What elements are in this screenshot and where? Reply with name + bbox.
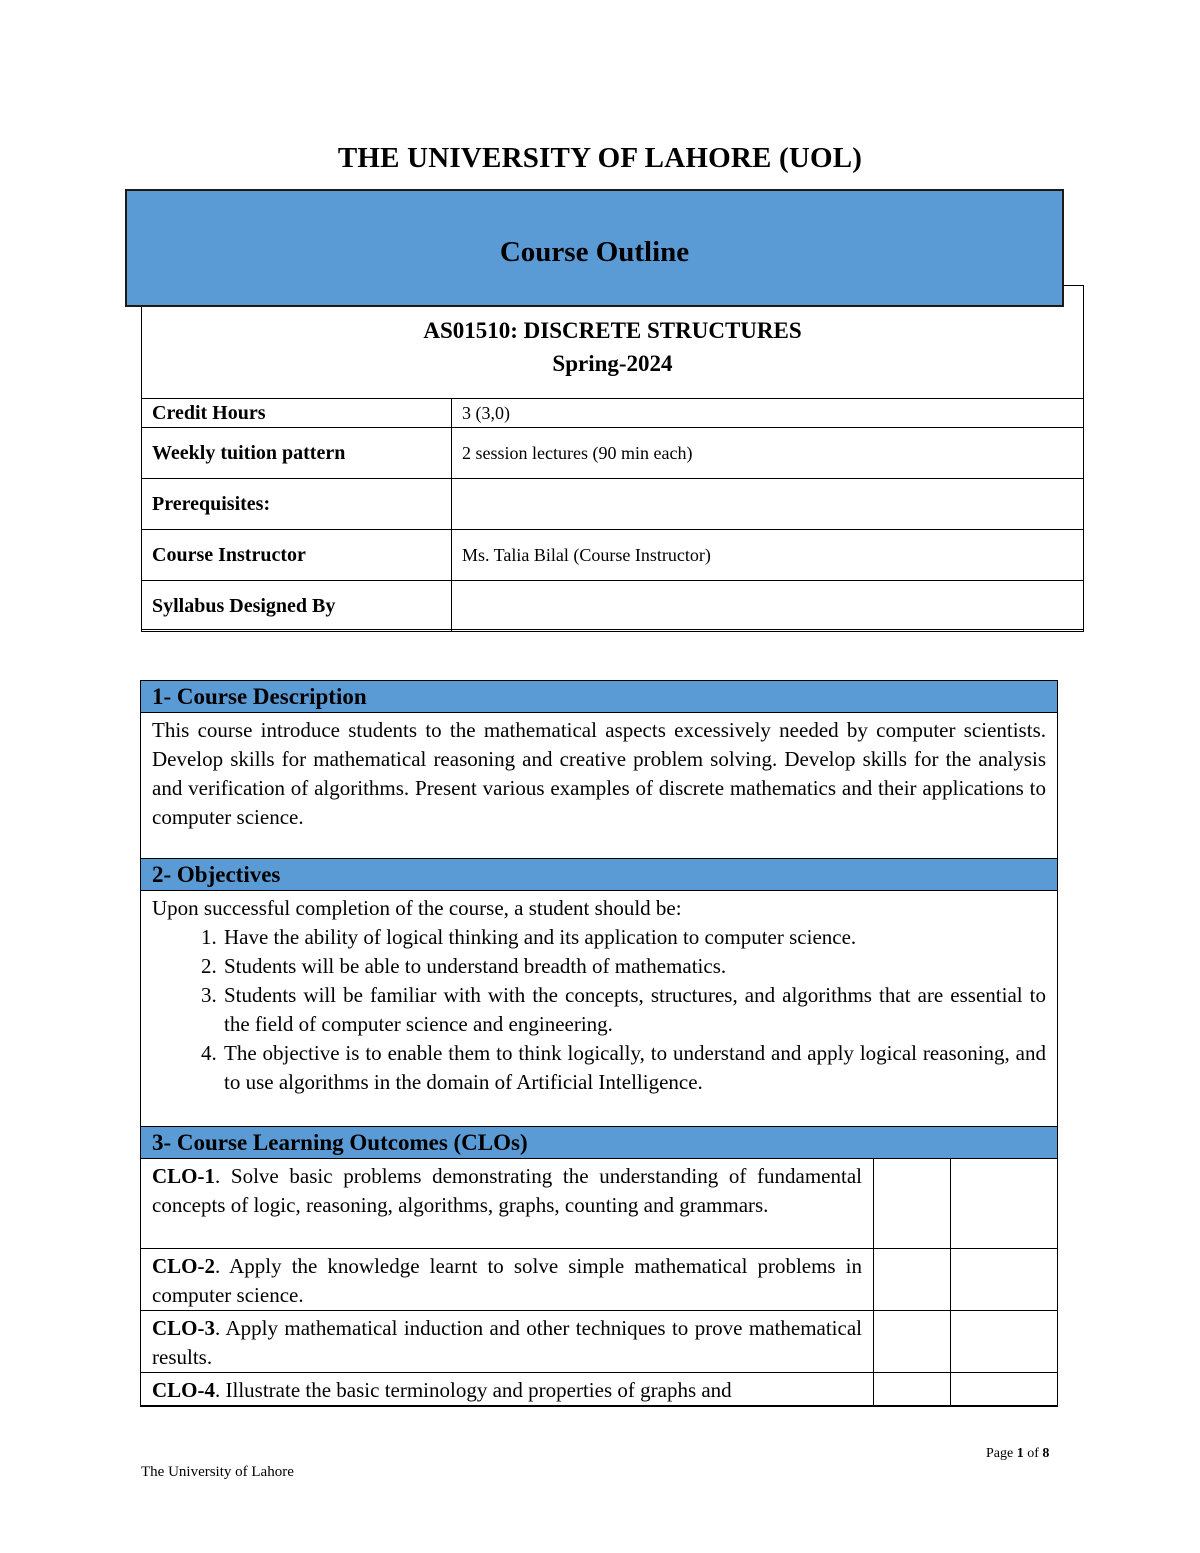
clo-text: . Solve basic problems demonstrating the understanding of fundamental concepts of logic, reasoning, algorithms, graphs, counting and grammars. xyxy=(152,1164,862,1217)
clo-mapping-cell xyxy=(951,1159,1058,1248)
info-label: Credit Hours xyxy=(142,399,452,428)
info-row-syllabus-designer xyxy=(142,581,1084,632)
clo-id: CLO-2 xyxy=(152,1253,215,1278)
course-term: Spring-2024 xyxy=(552,351,673,376)
info-row-weekly-pattern xyxy=(142,428,1084,479)
page-word: Page xyxy=(986,1446,1014,1461)
course-sections xyxy=(140,680,1058,1407)
clo-text: . Apply mathematical induction and other techniques to prove mathematical results. xyxy=(152,1315,862,1369)
info-label: Course Instructor xyxy=(142,530,452,581)
description-heading: 1- Course Description xyxy=(141,681,1057,713)
info-value: Ms. Talia Bilal (Course Instructor) xyxy=(452,530,1084,581)
info-value: 3 (3,0) xyxy=(452,399,1084,428)
objectives-body xyxy=(141,891,1057,1127)
clo-row xyxy=(141,1310,1057,1372)
clo-text: . Illustrate the basic terminology and properties of graphs and xyxy=(215,1377,732,1402)
clo-id: CLO-1 xyxy=(152,1164,215,1188)
clo-id: CLO-4 xyxy=(152,1377,215,1402)
info-value xyxy=(452,581,1084,632)
objectives-heading: 2- Objectives xyxy=(141,859,1057,891)
clo-text-cell xyxy=(141,1372,874,1405)
course-info-table xyxy=(141,398,1084,632)
clo-mapping-cell xyxy=(874,1159,951,1248)
info-value xyxy=(452,479,1084,530)
clo-text-cell xyxy=(141,1159,874,1248)
clo-text: . Apply the knowledge learnt to solve simple mathematical problems in computer science. xyxy=(152,1253,862,1307)
course-outline-banner xyxy=(125,189,1064,307)
page-current: 1 xyxy=(1016,1446,1024,1461)
info-label: Prerequisites: xyxy=(142,479,452,530)
banner-title: Course Outline xyxy=(499,235,690,268)
objective-item: 4. The objective is to enable them to think logically, to understand and apply logical reasoning, and to use algorithms in the domain of Artificial Intelligence. xyxy=(222,1039,1046,1097)
objective-item: 2. Students will be able to understand breadth of mathematics. xyxy=(222,952,1046,981)
clo-row xyxy=(141,1248,1057,1310)
clo-id: CLO-3 xyxy=(152,1315,215,1340)
course-code-title: AS01510: DISCRETE STRUCTURES xyxy=(423,318,802,343)
info-row-credit-hours xyxy=(142,399,1084,428)
info-row-prerequisites xyxy=(142,479,1084,530)
clo-text-cell xyxy=(141,1310,874,1372)
clo-row xyxy=(141,1372,1057,1405)
clo-mapping-cell xyxy=(874,1310,951,1372)
info-row-instructor xyxy=(142,530,1084,581)
objective-item: 3. Students will be familiar with with the concepts, structures, and algorithms that are essential to the field of computer science and engineering. xyxy=(222,981,1046,1039)
info-label: Syllabus Designed By xyxy=(142,581,452,632)
objectives-list xyxy=(152,923,1046,1097)
description-text: This course introduce students to the mathematical aspects excessively needed by computer scientists. Develop skills for mathematical reasoning and creative problem solving. Develop skills for the analysis and verification of algorithms. Present various examples of discrete mathematics and their applications to computer science. xyxy=(141,713,1057,859)
clos-heading: 3- Course Learning Outcomes (CLOs) xyxy=(141,1127,1057,1159)
page-total: 8 xyxy=(1042,1446,1050,1461)
clo-row xyxy=(141,1159,1057,1248)
clo-mapping-cell xyxy=(874,1248,951,1310)
page-number xyxy=(986,1446,1049,1462)
footer-university: The University of Lahore xyxy=(141,1464,294,1480)
clo-mapping-cell xyxy=(874,1372,951,1405)
clo-mapping-cell xyxy=(951,1248,1058,1310)
info-label: Weekly tuition pattern xyxy=(142,428,452,479)
clo-table xyxy=(141,1159,1057,1406)
clo-text-cell xyxy=(141,1248,874,1310)
objective-item: 1. Have the ability of logical thinking and its application to computer science. xyxy=(222,923,1046,952)
university-title: THE UNIVERSITY OF LAHORE (UOL) xyxy=(337,142,863,174)
clo-mapping-cell xyxy=(951,1372,1058,1405)
page-of: of xyxy=(1027,1446,1039,1461)
course-heading xyxy=(141,314,1084,380)
info-value: 2 session lectures (90 min each) xyxy=(452,428,1084,479)
objectives-intro: Upon successful completion of the course, a student should be: xyxy=(152,896,682,920)
clo-mapping-cell xyxy=(951,1310,1058,1372)
